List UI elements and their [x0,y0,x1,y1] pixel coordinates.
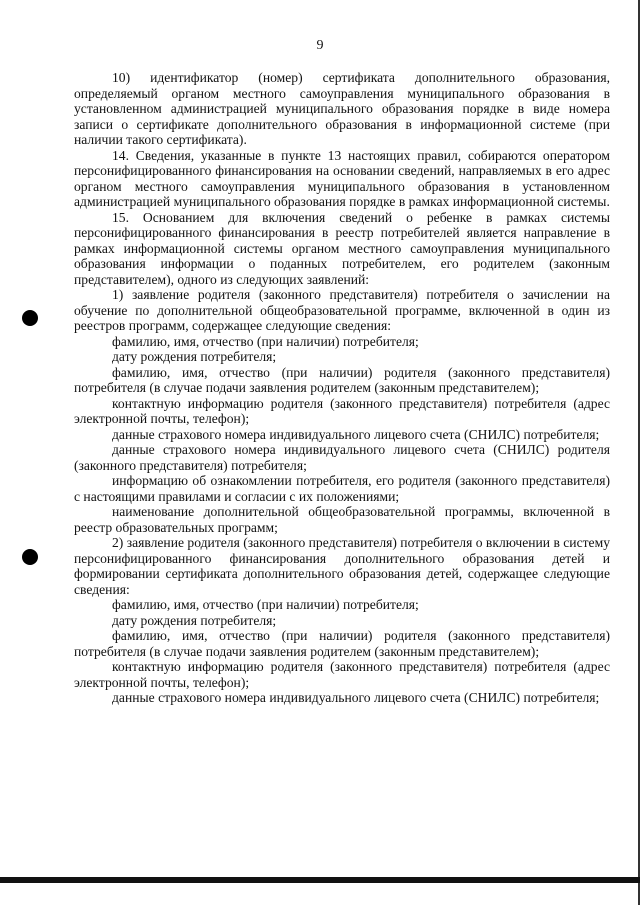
paragraph: фамилию, имя, отчество (при наличии) родителя (законного представителя) потребителя (в случае подачи заявления родителем (законным представителем); [74,364,610,395]
paragraph: дату рождения потребителя; [112,612,277,628]
paragraph: фамилию, имя, отчество (при наличии) потребителя; [112,597,419,612]
paragraph: контактную информацию родителя (законного представителя) потребителя (адрес электронной почты, телефон); [74,659,610,690]
paragraph: 2) заявление родителя (законного представителя) потребителя о включении в систему персонифицированного финансирования дополнительного образования детей и формировании сертификата дополнительного образования детей, содержащее следующие сведения: [74,535,610,597]
paragraph: 14. Сведения, указанные в пункте 13 настоящих правил, собираются оператором персонифицированного финансирования на основании сведений, направляемых в его адрес органом местного самоуправления муниципального образования в установленном администрацией муниципального образования порядке в рамках информационной системы. [74,147,610,209]
paragraph: контактную информацию родителя (законного представителя) потребителя (адрес электронной почты, телефон); [74,395,610,426]
paragraph: дату рождения потребителя; [112,349,277,364]
paragraph: данные страхового номера индивидуального лицевого счета (СНИЛС) потребителя; [112,426,600,442]
paragraph: фамилию, имя, отчество (при наличии) родителя (законного представителя) потребителя (в случае подачи заявления родителем (законным представителем); [74,628,610,659]
page-number: 9 [316,38,324,53]
paragraph: фамилию, имя, отчество (при наличии) потребителя; [112,333,419,349]
punch-hole-bottom [22,549,38,565]
paragraph: данные страхового номера индивидуального лицевого счета (СНИЛС) потребителя; [112,690,600,705]
paragraph: 15. Основанием для включения сведений о ребенке в рамках системы персонифицированного финансирования в реестр потребителей является направление в рамках информационной системы органом местного самоуправления муниципального образования информации о поданных потребителем, его родителем (законным представителем), одного из следующих заявлений: [74,209,610,287]
punch-hole-top [22,310,38,326]
paragraph: наименование дополнительной общеобразовательной программы, включенной в реестр образовательных программ; [74,504,610,535]
paragraph: информацию об ознакомлении потребителя, его родителя (законного представителя) с настоящими правилами и согласии с их положениями; [74,473,610,504]
document-body [74,70,610,706]
paragraph: данные страхового номера индивидуального лицевого счета (СНИЛС) родителя (законного представителя) потребителя; [74,442,610,473]
paragraph: 1) заявление родителя (законного представителя) потребителя о зачислении на обучение по дополнительной общеобразовательной программе, включенной в один из реестров программ, содержащее следующие сведения: [74,287,610,333]
paragraph: 10) идентификатор (номер) сертификата дополнительного образования, определяемый органом местного самоуправления муниципального образования в установленном администрацией муниципального образования порядке в виде номера записи о сертификате дополнительного образования в информационной системе (при наличии такого сертификата). [74,70,610,147]
scan-edge-bottom [0,877,640,883]
